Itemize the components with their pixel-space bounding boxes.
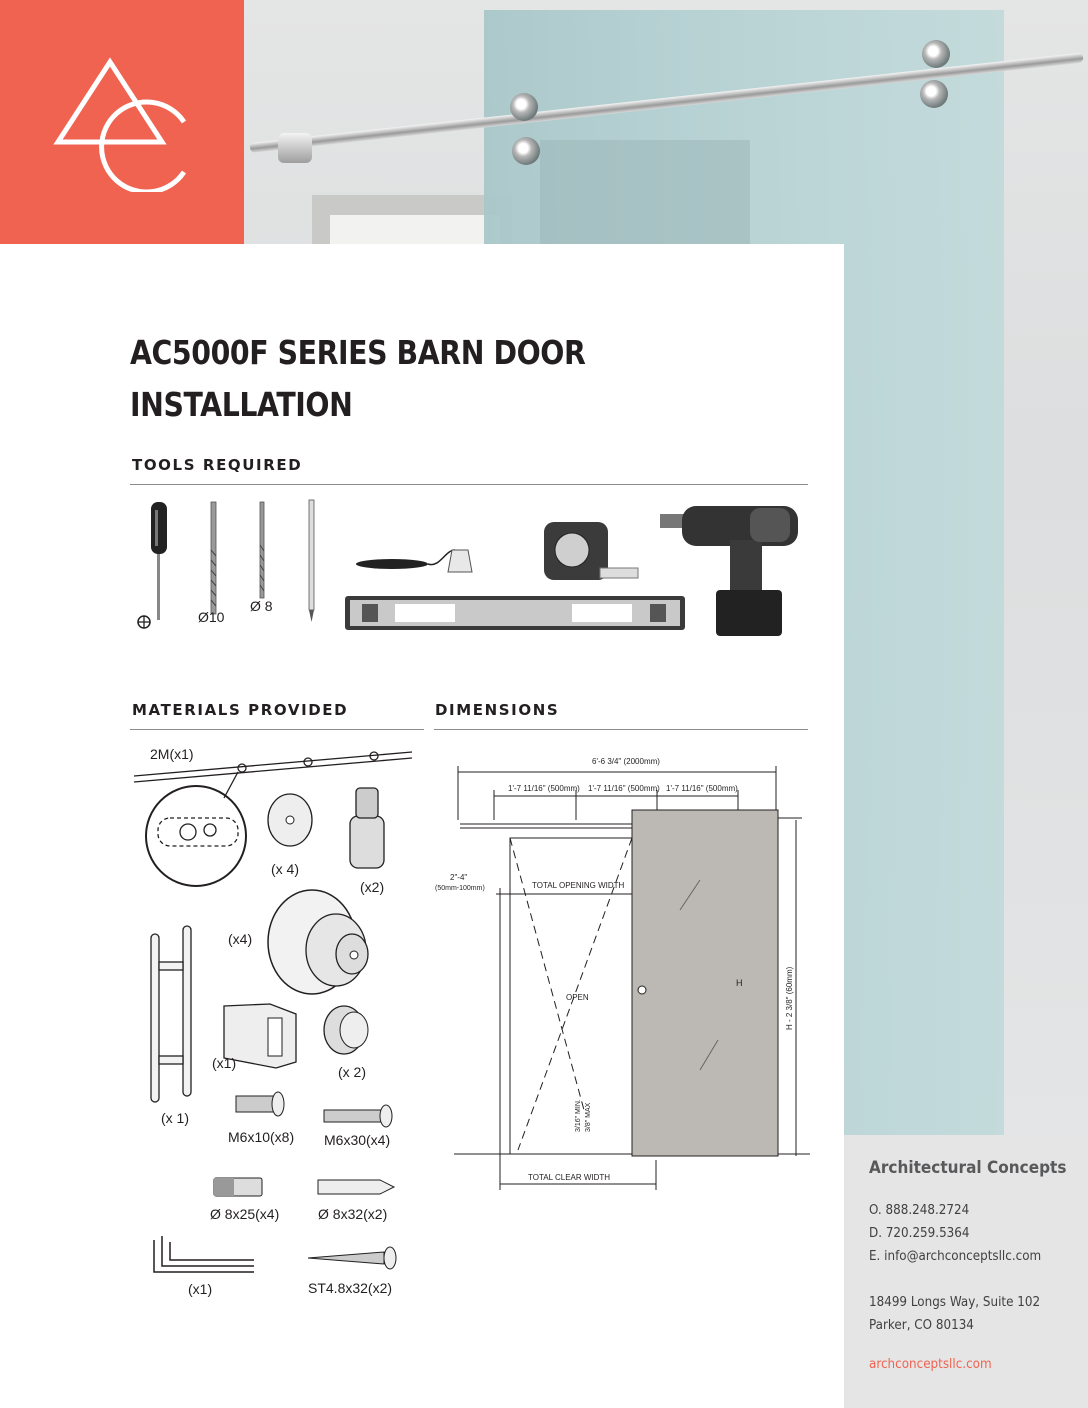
section-rule [434, 729, 808, 730]
screw-m6x30-label: M6x30(x4) [324, 1132, 391, 1148]
spacer-icon [214, 1178, 262, 1196]
title-line-2: INSTALLATION [130, 385, 353, 424]
section-heading-dimensions: DIMENSIONS [435, 701, 560, 719]
screwdriver-icon [138, 502, 167, 628]
ac-logo-icon [48, 52, 198, 192]
rail-stopper [278, 133, 312, 163]
brand-logo-block [0, 0, 244, 244]
website-link[interactable]: archconceptsllc.com [869, 1357, 992, 1372]
roller-bolt [922, 40, 950, 68]
overlap-label: 2"-4" [450, 873, 468, 882]
drill-bit-8-icon [260, 502, 264, 598]
total-clear-width-label: TOTAL CLEAR WIDTH [528, 1173, 611, 1182]
drill-bit-10-icon [211, 502, 216, 614]
roller-bolt [920, 80, 948, 108]
handle-hole [638, 986, 646, 994]
spacer-label: Ø 8x25(x4) [210, 1206, 280, 1222]
email-link[interactable]: E. info@archconceptsllc.com [869, 1249, 1042, 1264]
materials-illustration [128, 738, 428, 1298]
office-phone[interactable]: O. 888.248.2724 [869, 1203, 970, 1218]
floor-gap-min-label: 3/16" MIN. [575, 1099, 582, 1132]
rail-stopper-icon [324, 1006, 368, 1054]
rail-label: 2M(x1) [150, 746, 194, 762]
section-rule [130, 484, 808, 485]
wall-anchor-icon [318, 1180, 394, 1194]
door-handle-icon [151, 926, 191, 1102]
tools-illustration [130, 490, 810, 650]
address-line-2: Parker, CO 80134 [869, 1318, 974, 1333]
clip-qty: (x1) [212, 1055, 237, 1071]
overlap-mm-label: (50mm-100mm) [435, 885, 485, 892]
wood-screw-label: ST4.8x32(x2) [308, 1280, 393, 1296]
wood-screw-icon [308, 1247, 396, 1269]
screw-m6x10-label: M6x10(x8) [228, 1129, 295, 1145]
height-total-label: H - 2 3/8" (60mm) [785, 966, 794, 1030]
anchor-label: Ø 8x32(x2) [318, 1206, 388, 1222]
handle-qty: (x 1) [161, 1110, 189, 1126]
direct-phone[interactable]: D. 720.259.5364 [869, 1226, 970, 1241]
bushing-qty: (x2) [360, 879, 385, 895]
bushing-icon [350, 788, 384, 868]
tape-measure-icon [544, 522, 638, 580]
section-heading-materials: MATERIALS PROVIDED [132, 701, 349, 719]
spacing-2-label: 1'-7 11/16" (500mm) [588, 784, 660, 793]
title-line-1: AC5000F SERIES BARN DOOR [130, 333, 586, 372]
overall-width-label: 6'-6 3/4" (2000mm) [592, 757, 660, 766]
roller-qty: (x4) [228, 931, 253, 947]
door-panel-shape [632, 810, 778, 1156]
spacing-1-label: 1'-7 11/16" (500mm) [508, 784, 580, 793]
total-opening-width-label: TOTAL OPENING WIDTH [532, 881, 625, 890]
washer-qty: (x 4) [271, 861, 299, 877]
washer-icon [268, 794, 312, 846]
screw-m6x10-icon [236, 1092, 284, 1116]
company-name: Architectural Concepts [869, 1158, 1067, 1178]
hex-key-qty: (x1) [188, 1281, 213, 1297]
stopper-qty: (x 2) [338, 1064, 366, 1080]
roller-bolt [512, 137, 540, 165]
height-label: H [736, 978, 743, 988]
page-title [130, 327, 663, 431]
drill-bit-8-label: Ø 8 [250, 598, 273, 614]
pencil-icon [309, 500, 314, 622]
spacing-3-label: 1'-7 11/16" (500mm) [666, 784, 738, 793]
floor-gap-max-label: 3/8" MAX [585, 1102, 592, 1132]
hex-key-icon [154, 1236, 254, 1272]
screw-m6x30-icon [324, 1105, 392, 1127]
roller-wheel-icon [268, 890, 368, 994]
spirit-level-icon [345, 596, 685, 630]
open-label: OPEN [566, 993, 589, 1002]
chalk-line-icon [356, 550, 472, 572]
section-heading-tools: TOOLS REQUIRED [132, 456, 303, 474]
rail-detail-icon [146, 772, 246, 886]
drill-bit-10-label: Ø10 [198, 609, 225, 625]
dimensions-drawing [430, 740, 820, 1200]
section-rule [130, 729, 424, 730]
roller-bolt [510, 93, 538, 121]
address-line-1: 18499 Longs Way, Suite 102 [869, 1295, 1041, 1310]
glass-reflection [540, 140, 750, 260]
